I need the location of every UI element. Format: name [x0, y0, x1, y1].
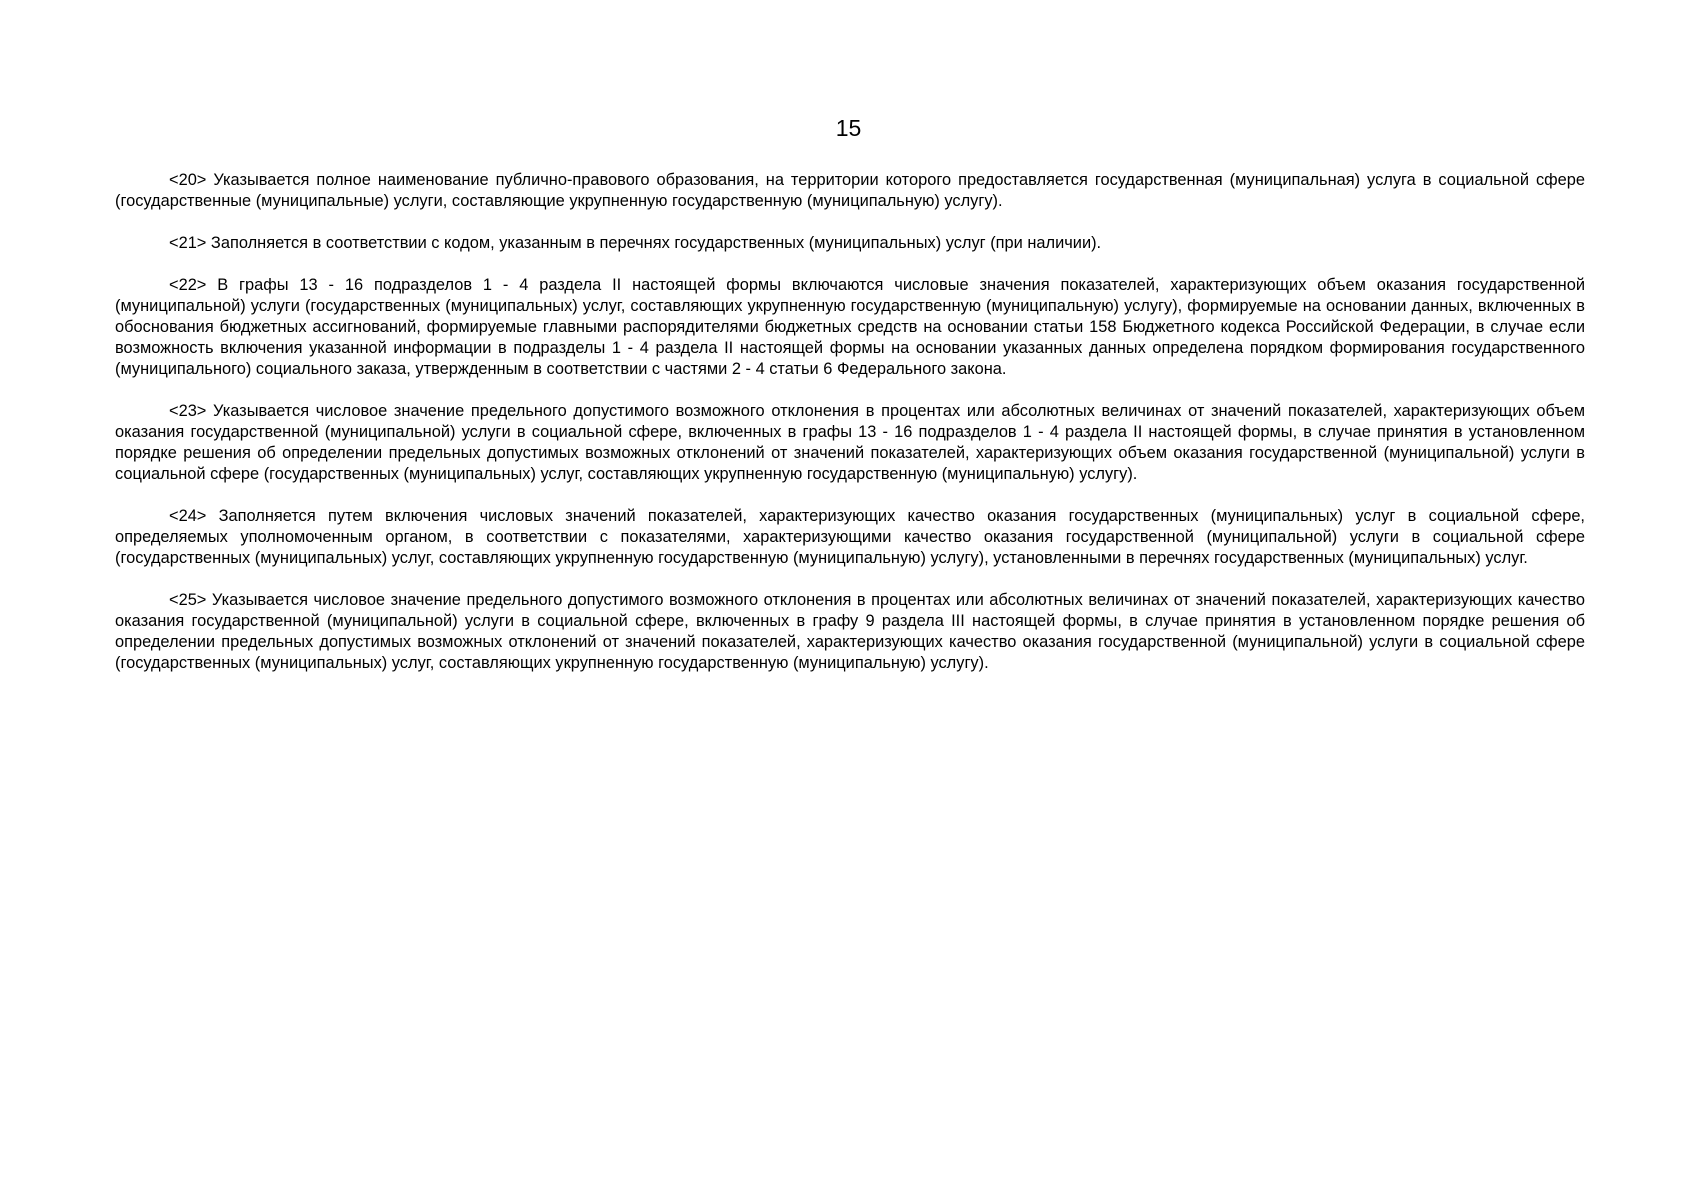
footnote-25: <25> Указывается числовое значение предельного допустимого возможного отклонения в процентах или абсолютных величинах от значений показателей, характеризующих качество оказания государственной (муниципальной) услуги в социальной сфере, включенных в графу 9 раздела III настоящей формы, в случае принятия в установленном порядке решения об определении предельных допустимых возможных отклонений от значений показателей, характеризующих качество оказания государственной (муниципальной) услуги в социальной сфере (государственных (муниципальных) услуг, составляющих укрупненную государственную (муниципальную) услугу). [115, 591, 1585, 672]
footnote-24: <24> Заполняется путем включения числовых значений показателей, характеризующих качество оказания государственных (муниципальных) услуг в социальной сфере, определяемых уполномоченным органом, в соответствии с показателями, характеризующими качество оказания государственной (муниципальной) услуги в социальной сфере (государственных (муниципальных) услуг, составляющих укрупненную государственную (муниципальную) услугу), установленными в перечнях государственных (муниципальных) услуг. [115, 507, 1585, 567]
footnote-23: <23> Указывается числовое значение предельного допустимого возможного отклонения в процентах или абсолютных величинах от значений показателей, характеризующих объем оказания государственной (муниципальной) услуги в социальной сфере, включенных в графы 13 - 16 подразделов 1 - 4 раздела II настоящей формы, в случае принятия в установленном порядке решения об определении предельных допустимых возможных отклонений от значений показателей, характеризующих объем оказания государственной (муниципальной) услуги в социальной сфере (государственных (муниципальных) услуг, составляющих укрупненную государственную (муниципальную) услугу). [115, 402, 1585, 483]
footnote-22: <22> В графы 13 - 16 подразделов 1 - 4 раздела II настоящей формы включаются числовые значения показателей, характеризующих объем оказания государственной (муниципальной) услуги (государственных (муниципальных) услуг, составляющих укрупненную государственную (муниципальную) услугу), формируемые на основании данных, включенных в обоснования бюджетных ассигнований, формируемые главными распорядителями бюджетных средств на основании статьи 158 Бюджетного кодекса Российской Федерации, в случае если возможность включения указанной информации в подразделы 1 - 4 раздела II настоящей формы на основании указанных данных определена порядком формирования государственного (муниципального) социального заказа, утвержденным в соответствии с частями 2 - 4 статьи 6 Федерального закона. [115, 276, 1585, 378]
page-number: 15 [835, 115, 862, 141]
footnotes-section [115, 170, 1585, 695]
footnote-20: <20> Указывается полное наименование публично-правового образования, на территории которого предоставляется государственная (муниципальная) услуга в социальной сфере (государственные (муниципальные) услуги, составляющие укрупненную государственную (муниципальную) услугу). [115, 171, 1585, 210]
footnote-21: <21> Заполняется в соответствии с кодом, указанным в перечнях государственных (муниципальных) услуг (при наличии). [169, 234, 1102, 252]
